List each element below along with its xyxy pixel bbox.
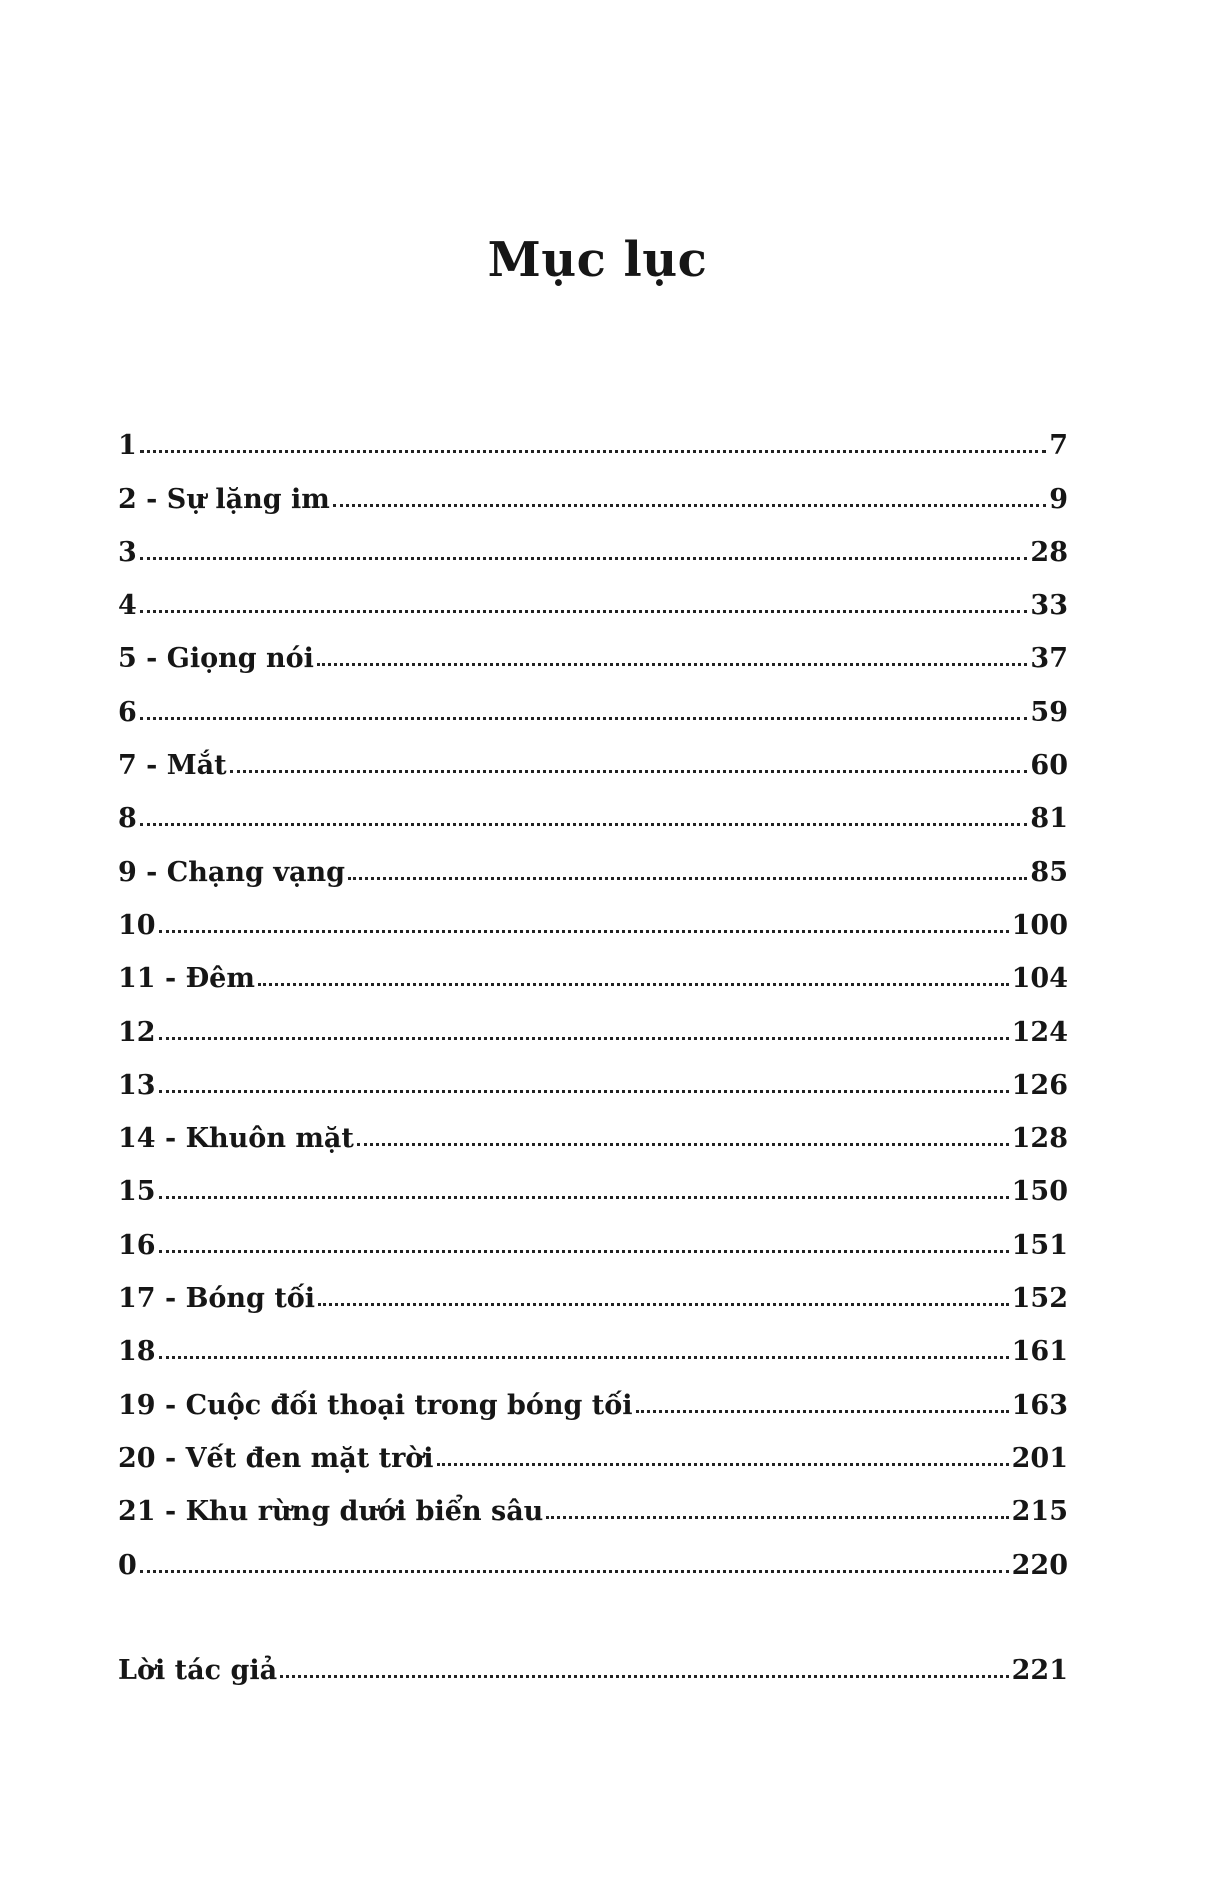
dot-leader: [140, 823, 1028, 826]
toc-entry-page: 128: [1011, 1123, 1068, 1155]
toc-entry-label: Lời tác giả: [118, 1654, 278, 1686]
toc-entry: [118, 1205, 1068, 1261]
toc-entry-label: 5 - Giọng nói: [118, 643, 314, 675]
toc-entry-label: 18: [118, 1336, 156, 1368]
dot-leader: [159, 1356, 1009, 1359]
dot-leader: [230, 770, 1028, 773]
toc-entry-page: 33: [1030, 590, 1068, 622]
toc-entry: [118, 672, 1068, 728]
toc-entry: [118, 459, 1068, 515]
toc-entry: [118, 1365, 1068, 1421]
toc-entry-page: 9: [1049, 483, 1068, 515]
toc-entry: [118, 1046, 1068, 1099]
toc-entry: [118, 1259, 1068, 1315]
toc-entry-page: 201: [1011, 1442, 1068, 1474]
toc-entry: [118, 406, 1068, 462]
dot-leader: [159, 930, 1009, 933]
toc-entry: [118, 1419, 1068, 1472]
toc-entry: [118, 566, 1068, 622]
toc-entry-afterword: [118, 1631, 1068, 1684]
toc-entry-label: 21 - Khu rừng dưới biển sâu: [118, 1496, 544, 1528]
toc-entry-page: 150: [1011, 1176, 1068, 1208]
table-of-contents: [118, 406, 1068, 1684]
toc-entry-label: 1: [118, 430, 137, 462]
toc-entry-page: 59: [1030, 696, 1068, 728]
toc-entry: [118, 726, 1068, 782]
toc-entry-page: 161: [1011, 1336, 1068, 1368]
dot-leader: [140, 717, 1028, 720]
toc-entry-page: 124: [1011, 1016, 1068, 1048]
toc-entry: [118, 1525, 1068, 1581]
toc-entry-label: 2 - Sự lặng im: [118, 483, 330, 515]
dot-leader: [318, 1303, 1009, 1306]
toc-entry: [118, 1312, 1068, 1368]
toc-entry-label: 15: [118, 1176, 156, 1208]
dot-leader: [140, 450, 1046, 453]
toc-entry-page: 163: [1011, 1389, 1068, 1421]
toc-entry-label: 7 - Mắt: [118, 750, 227, 782]
toc-entry-label: 14 - Khuôn mặt: [118, 1123, 354, 1155]
toc-entry-label: 17 - Bóng tối: [118, 1283, 316, 1315]
toc-entry-label: 3: [118, 536, 137, 568]
toc-entry-page: 28: [1030, 536, 1068, 568]
toc-entry: [118, 1152, 1068, 1208]
toc-entry-page: 60: [1030, 750, 1068, 782]
toc-entry-label: 19 - Cuộc đối thoại trong bóng tối: [118, 1389, 633, 1421]
page-title: Mục lục: [487, 232, 708, 289]
toc-entry: [118, 1472, 1068, 1528]
toc-entry-label: 11 - Đêm: [118, 963, 255, 995]
toc-entry-label: 9 - Chạng vạng: [118, 856, 346, 888]
dot-leader: [280, 1675, 1009, 1678]
dot-leader: [317, 663, 1028, 666]
toc-entry-page: 126: [1011, 1069, 1068, 1101]
dot-leader: [546, 1516, 1008, 1519]
toc-entry: [118, 832, 1068, 888]
dot-leader: [140, 1570, 1009, 1573]
toc-entry-page: 221: [1011, 1654, 1068, 1686]
toc-entry-label: 6: [118, 696, 137, 728]
toc-entry-page: 151: [1011, 1229, 1068, 1261]
toc-entry-label: 0: [118, 1549, 137, 1581]
toc-entry: [118, 779, 1068, 835]
toc-entry-page: 152: [1011, 1283, 1068, 1315]
toc-entry: [118, 939, 1068, 995]
toc-entry-label: 4: [118, 590, 137, 622]
toc-entry-page: 100: [1011, 909, 1068, 941]
toc-entry: [118, 619, 1068, 675]
toc-entry-label: 10: [118, 909, 156, 941]
toc-entry-label: 20 - Vết đen mặt trời: [118, 1442, 434, 1474]
toc-entry: [118, 1099, 1068, 1155]
toc-entry-label: 13: [118, 1069, 156, 1101]
toc-entry-page: 37: [1030, 643, 1068, 675]
toc-entry: [118, 992, 1068, 1048]
dot-leader: [159, 1037, 1009, 1040]
dot-leader: [357, 1143, 1009, 1146]
toc-entry: [118, 886, 1068, 939]
toc-entry-label: 12: [118, 1016, 156, 1048]
dot-leader: [333, 504, 1046, 507]
toc-entry-label: 8: [118, 803, 137, 835]
toc-entry: [118, 513, 1068, 566]
dot-leader: [140, 610, 1028, 613]
dot-leader: [348, 877, 1027, 880]
toc-entry-page: 104: [1011, 963, 1068, 995]
dot-leader: [159, 1090, 1009, 1093]
toc-entry-label: 16: [118, 1229, 156, 1261]
toc-entry-page: 85: [1030, 856, 1068, 888]
dot-leader: [159, 1196, 1009, 1199]
toc-entry-page: 215: [1011, 1496, 1068, 1528]
dot-leader: [258, 983, 1009, 986]
dot-leader: [159, 1250, 1009, 1253]
toc-entry-page: 220: [1011, 1549, 1068, 1581]
toc-entry-page: 7: [1049, 430, 1068, 462]
toc-entry-page: 81: [1030, 803, 1068, 835]
dot-leader: [636, 1410, 1009, 1413]
dot-leader: [140, 557, 1028, 560]
dot-leader: [437, 1463, 1009, 1466]
